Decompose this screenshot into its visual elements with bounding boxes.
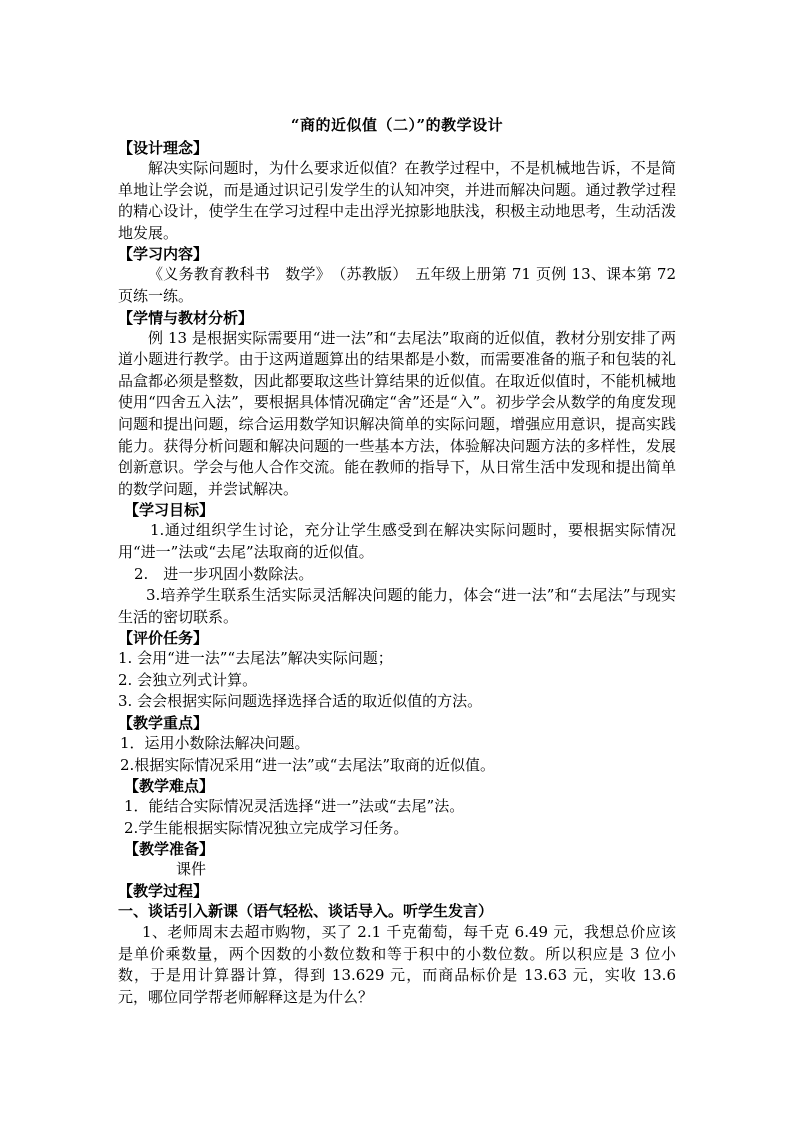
heading-analysis: 【学情与教材分析】 [118, 308, 254, 327]
paragraph-analysis: 例 13 是根据实际需要用“进一法”和“去尾法”取商的近似值，教材分别安排了两道小题进行教学。由于这两道题算出的结果都是小数，而需要准备的瓶子和包装的礼品盒都必须是整数，因此都要取这些计算结果的近似值。在取近似值时，不能机械地使用“四舍五入法”，要根据具体情况确定“舍”还是“入”。初步学会从数学的角度发现问题和提出问题，综合运用数学知识解决简单的实际问题，增强应用意识，提高实践能力。获得分析问题和解决问题的一些基本方法，体验解决问题方法的多样性，发展创新意识。学会与他人合作交流。能在教师的指导下，从日常生活中发现和提出简单的数学问题，并尝试解决。 [118, 328, 676, 498]
paragraph-design-concept: 解决实际问题时，为什么要求近似值？在教学过程中，不是机械地告诉，不是简单地让学会说，而是通过识记引发学生的认知冲突，并进而解决问题。通过教学过程的精心设计，使学生在学习过程中走出浮光掠影地肤浅，积极主动地思考，生动活泼地发展。 [118, 159, 676, 242]
goal-item: 1.通过组织学生讨论，充分让学生感受到在解决实际问题时，要根据实际情况用“进一”法或“去尾”法取商的近似值。 [118, 521, 676, 561]
difficulty-item: 2.学生能根据实际情况独立完成学习任务。 [124, 818, 409, 837]
goal-item: 2. 进一步巩固小数除法。 [134, 564, 314, 583]
goal-item: 3.培养学生联系生活实际灵活解决问题的能力，体会“进一法”和“去尾法”与现实生活的密切联系。 [118, 586, 676, 626]
paragraph-learning-content: 《义务教育教科书 数学》 （苏教版） 五年级上册第 71 页例 13、课本第 72 页练一练。 [118, 265, 676, 305]
preparation-text: 课件 [176, 860, 207, 879]
heading-teaching-process: 【教学过程】 [118, 882, 209, 901]
key-item: 1．运用小数除法解决问题。 [120, 734, 310, 753]
document-page [118, 114, 676, 1008]
evaluation-item: 1. 会用“进一法”“去尾法”解决实际问题； [118, 649, 393, 668]
document-title: “商的近似值（二）”的教学设计 [290, 116, 504, 134]
difficulty-item: 1．能结合实际情况灵活选择“进一”法或“去尾”法。 [124, 797, 465, 816]
process-paragraph: 1、老师周末去超市购物，买了 2.1 千克葡萄，每千克 6.49 元，我想总价应该是单价乘数量，两个因数的小数位数和等于积中的小数位数。所以积应是 3 位小数，于是用计算器计算，得到 13.629 元，而商品标价是 13.63 元，实收 13.6 元，哪位同学帮老师解释这是为什么？ [118, 923, 676, 1006]
evaluation-item: 2. 会独立列式计算。 [118, 670, 258, 689]
heading-learning-goals: 【学习目标】 [124, 501, 215, 520]
key-item: 2.根据实际情况采用“进一法”或“去尾法”取商的近似值。 [120, 755, 495, 774]
heading-teaching-preparation: 【教学准备】 [124, 840, 215, 859]
process-step-title: 一、谈话引入新课（语气轻松、谈话导入。听学生发言） [118, 902, 494, 921]
heading-design-concept: 【设计理念】 [118, 139, 209, 157]
heading-teaching-key: 【教学重点】 [118, 714, 209, 733]
evaluation-item: 3. 会会根据实际问题选择选择合适的取近似值的方法。 [118, 692, 483, 711]
heading-evaluation-tasks: 【评价任务】 [118, 629, 209, 648]
heading-learning-content: 【学习内容】 [118, 245, 209, 264]
heading-teaching-difficulty: 【教学难点】 [124, 777, 215, 796]
